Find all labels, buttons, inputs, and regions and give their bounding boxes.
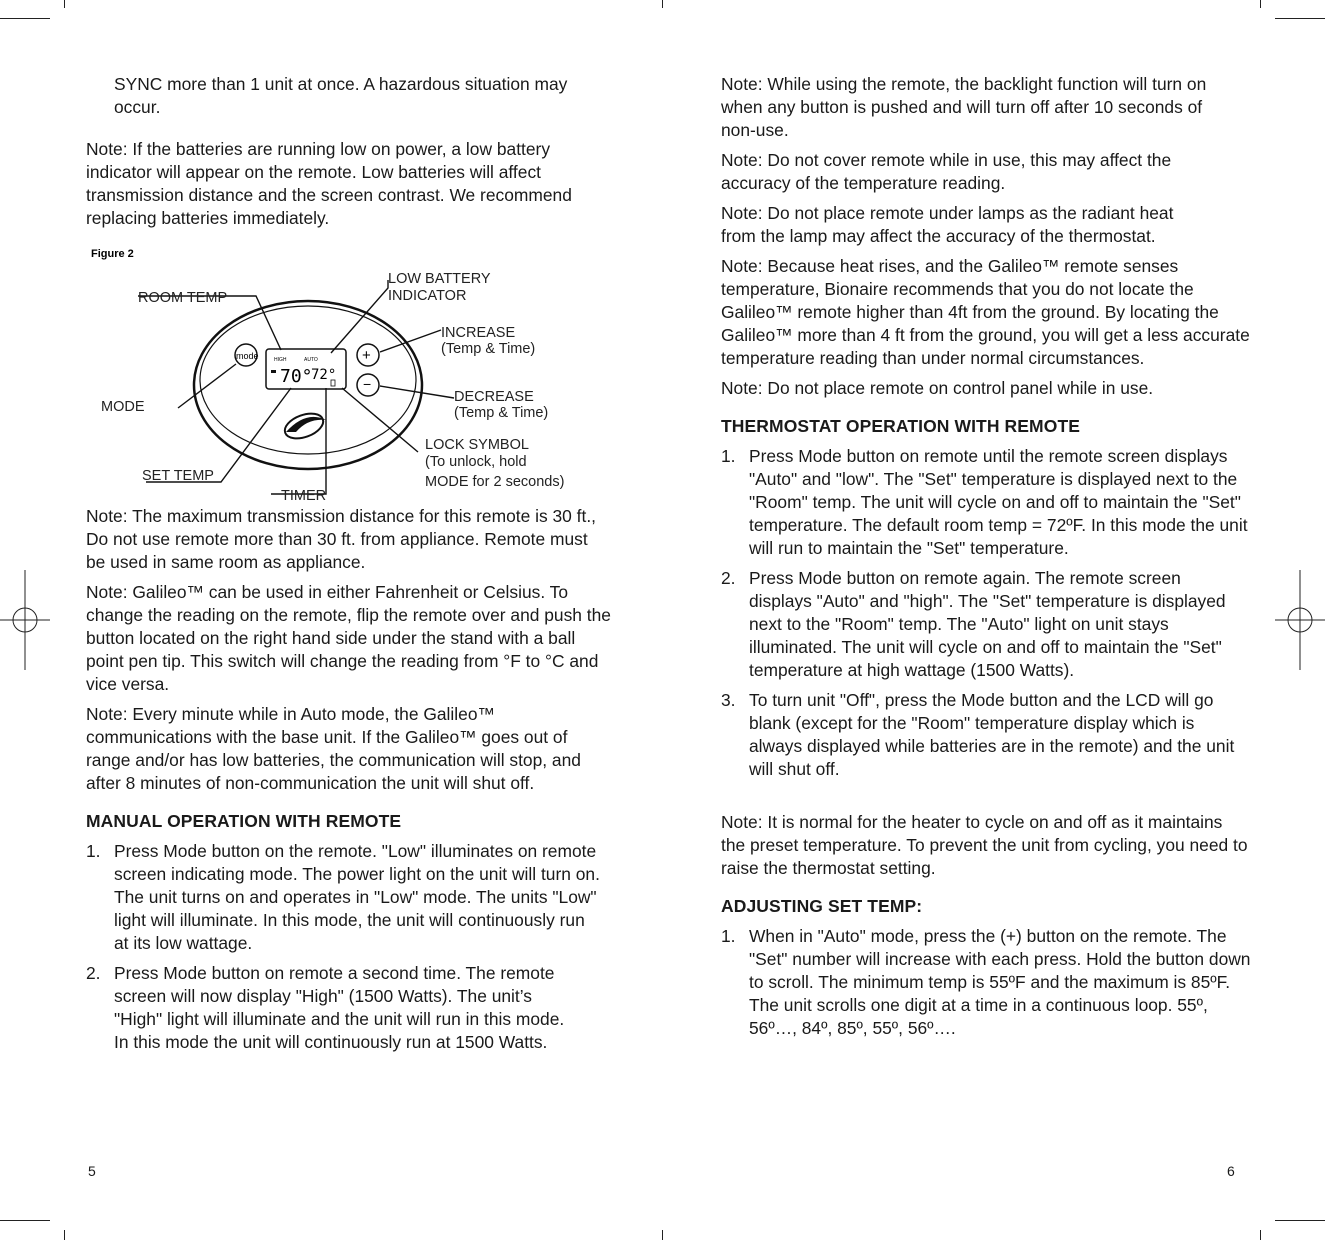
right-page xyxy=(721,73,1251,1047)
registration-mark-right xyxy=(1275,570,1325,670)
list-item xyxy=(721,567,1251,682)
label-indicator: INDICATOR xyxy=(388,288,467,304)
left-page xyxy=(86,73,611,1061)
note-auto: Note: Every minute while in Auto mode, the Galileo™ communications with the base unit. If the Galileo™ goes out of range and/or has low batteries, the communication will stop, and after 8 minutes of non-communication the unit will shut off. xyxy=(86,704,581,793)
label-increase-sub: (Temp & Time) xyxy=(441,341,536,357)
note-distance: Note: The maximum transmission distance for this remote is 30 ft., Do not use remote more than 30 ft. from appliance. Remote must be used in same room as appliance. xyxy=(86,506,596,572)
battery-icon xyxy=(271,370,276,373)
list-number: 2. xyxy=(86,963,101,983)
crop-mark xyxy=(0,18,50,19)
remote-diagram xyxy=(86,240,606,508)
label-decrease: DECREASE xyxy=(454,389,534,405)
plus-sign: + xyxy=(362,347,371,364)
crop-mark xyxy=(1260,1230,1261,1240)
crop-mark xyxy=(64,0,65,8)
figure-caption: Figure 2 xyxy=(91,248,134,260)
list-number: 1. xyxy=(721,446,736,466)
crop-mark xyxy=(64,1230,65,1240)
crop-mark xyxy=(1275,1220,1325,1221)
minus-sign: − xyxy=(363,376,372,392)
crop-mark xyxy=(662,0,663,8)
page-number-left: 5 xyxy=(88,1163,96,1179)
heading-adjusting-set-temp: ADJUSTING SET TEMP: xyxy=(721,896,923,916)
lcd-high: HIGH xyxy=(274,357,287,363)
heading-manual-operation: MANUAL OPERATION WITH REMOTE xyxy=(86,811,402,831)
note-celsius: Note: Galileo™ can be used in either Fahrenheit or Celsius. To change the reading on the remote, flip the remote over and push the button located on the right hand side under the stand with a ball point pen tip. This switch will change the reading from °F to °C and vice versa. xyxy=(86,582,611,694)
list-number: 1. xyxy=(721,926,736,946)
lcd-set-temp: 72° xyxy=(311,367,337,383)
note-control-panel: Note: Do not place remote on control panel while in use. xyxy=(721,378,1154,398)
note-cover: Note: Do not cover remote while in use, this may affect the accuracy of the temperature reading. xyxy=(721,150,1172,193)
list-text: When in "Auto" mode, press the (+) button on the remote. The "Set" number will increase with each press. Hold the button down to scroll. The minimum temp is 55ºF and the maximum is 85ºF. The unit scrolls one digit at a time in a continuous loop. 55º, 56º…, 84º, 85º, 55º, 56º…. xyxy=(749,926,1251,1038)
list-text: To turn unit "Off", press the Mode button and the LCD will go blank (except for the "Room" temperature display which is always displayed while batteries are in the remote) and the unit will shut off. xyxy=(749,690,1235,779)
page-number-right: 6 xyxy=(1227,1163,1235,1179)
label-mode: MODE xyxy=(101,399,145,415)
list-text: Press Mode button on remote again. The remote screen displays "Auto" and "high". The "Set" temperature is displayed next to the "Room" temp. The "Auto" light on unit stays illuminated. The unit will cycle on and off to maintain the "Set" temperature at high wattage (1500 Watts). xyxy=(749,568,1226,680)
crop-mark xyxy=(0,1220,50,1221)
crop-mark xyxy=(1275,18,1325,19)
intro-text: SYNC more than 1 unit at once. A hazardous situation may occur. xyxy=(114,74,568,117)
figure-2 xyxy=(86,240,606,508)
note-heat-rises: Note: Because heat rises, and the Galileo™ remote senses temperature, Bionaire recommends that you do not locate the Galileo™ remote higher than 4ft from the ground. By locating the Galileo™ more than 4 ft from the ground, you will get a less accurate temperature reading than under normal circumstances. xyxy=(721,256,1250,368)
list-text: Press Mode button on remote until the remote screen displays "Auto" and "low". The "Set" temperature is displayed next to the "Room" temp. The unit will cycle on and off to maintain the "Set" temperature. The default room temp = 72ºF. In this mode the unit will run to maintain the "Set" temperature. xyxy=(749,446,1248,558)
list-item xyxy=(721,925,1251,1040)
list-number: 3. xyxy=(721,690,736,710)
note-battery: Note: If the batteries are running low on power, a low battery indicator will appear on the remote. Low batteries will affect transmission distance and the screen contrast. We recommend replacing batteries immediately. xyxy=(86,139,572,228)
label-lock-symbol: LOCK SYMBOL xyxy=(425,437,529,453)
label-lock-unlock: (To unlock, hold xyxy=(425,454,527,470)
heading-thermostat-operation: THERMOSTAT OPERATION WITH REMOTE xyxy=(721,416,1081,436)
crop-mark xyxy=(1260,0,1261,8)
note-normal-cycling: Note: It is normal for the heater to cycle on and off as it maintains the preset temperature. To prevent the unit from cycling, you need to raise the thermostat setting. xyxy=(721,812,1248,878)
list-item xyxy=(86,962,611,1054)
label-room-temp: ROOM TEMP xyxy=(138,290,228,306)
list-number: 2. xyxy=(721,568,736,588)
list-text: Press Mode button on remote a second time. The remote screen will now display "High" (1500 Watts). The unit’s "High" light will illuminate and the unit will run in this mode. In this mode the unit will continuously run at 1500 Watts. xyxy=(114,963,565,1052)
label-timer: TIMER xyxy=(281,488,327,504)
list-text: Press Mode button on the remote. "Low" illuminates on remote screen indicating mode. The power light on the unit will turn on. The unit turns on and operates in "Low" mode. The units "Low" light will illuminate. In this mode, the unit will continuously run at its low wattage. xyxy=(114,841,600,953)
crop-mark xyxy=(662,1230,663,1240)
lcd-room-temp: 70° xyxy=(280,366,313,387)
note-backlight: Note: While using the remote, the backlight function will turn on when any button is pushed and will turn off after 10 seconds of non-use. xyxy=(721,74,1207,140)
list-item xyxy=(721,445,1251,560)
label-set-temp: SET TEMP xyxy=(142,468,214,484)
registration-mark-left xyxy=(0,570,50,670)
label-low-battery: LOW BATTERY xyxy=(388,271,491,287)
list-item xyxy=(86,840,611,955)
label-lock-mode: MODE for 2 seconds) xyxy=(425,474,565,490)
lcd-auto: AUTO xyxy=(304,357,318,363)
label-decrease-sub: (Temp & Time) xyxy=(454,405,549,421)
label-increase: INCREASE xyxy=(441,325,516,341)
list-number: 1. xyxy=(86,841,101,861)
mode-button-label: mode xyxy=(236,351,259,361)
note-lamps: Note: Do not place remote under lamps as the radiant heat from the lamp may affect the accuracy of the thermostat. xyxy=(721,203,1174,246)
list-item xyxy=(721,689,1251,781)
